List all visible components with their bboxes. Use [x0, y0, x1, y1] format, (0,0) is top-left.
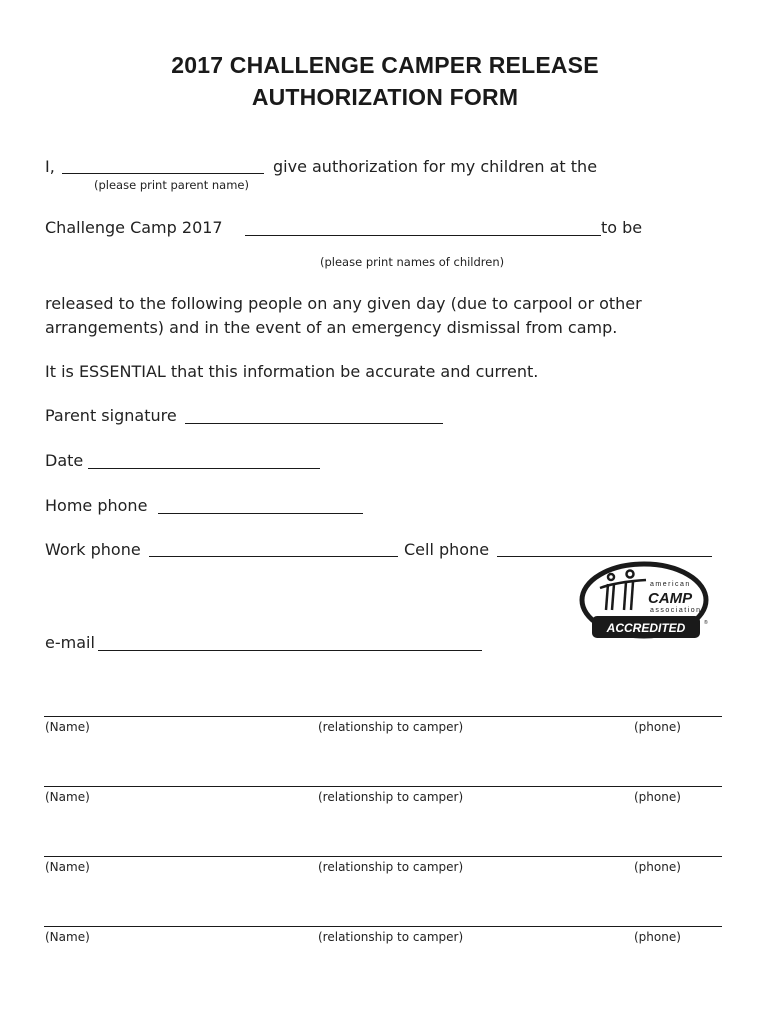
- cell-phone-field[interactable]: [497, 556, 712, 557]
- contact-relationship-caption: (relationship to camper): [318, 860, 464, 874]
- contact-name-caption: (Name): [45, 930, 90, 944]
- date-field[interactable]: [88, 468, 320, 469]
- aca-accredited-logo: [576, 560, 716, 650]
- contact-phone-caption: (phone): [634, 930, 681, 944]
- campers-figure-icon: [600, 571, 646, 611]
- contact-row-line[interactable]: [44, 856, 722, 857]
- email-field[interactable]: [98, 650, 482, 651]
- work-phone-field[interactable]: [149, 556, 398, 557]
- release-paragraph-line1: released to the following people on any given day (due to carpool or other: [45, 294, 642, 313]
- home-phone-label: Home phone: [45, 496, 148, 515]
- contact-phone-caption: (phone): [634, 860, 681, 874]
- date-label: Date: [45, 451, 84, 470]
- logo-sub-text: association: [650, 607, 702, 614]
- essential-notice: It is ESSENTIAL that this information be accurate and current.: [45, 362, 539, 381]
- contact-row-line[interactable]: [44, 786, 722, 787]
- children-caption: (please print names of children): [320, 255, 505, 269]
- parent-signature-field[interactable]: [185, 423, 443, 424]
- form-title-line2: AUTHORIZATION FORM: [251, 84, 519, 110]
- logo-badge-text: ACCREDITED: [606, 621, 686, 635]
- form-title-line1: 2017 CHALLENGE CAMPER RELEASE: [171, 52, 599, 78]
- cell-phone-label: Cell phone: [404, 540, 490, 559]
- contact-phone-caption: (phone): [634, 720, 681, 734]
- contact-relationship-caption: (relationship to camper): [318, 930, 464, 944]
- to-be-text: to be: [601, 218, 643, 237]
- work-phone-label: Work phone: [45, 540, 141, 559]
- contact-name-caption: (Name): [45, 860, 90, 874]
- intro-prefix: I,: [45, 157, 55, 176]
- logo-top-text: american: [650, 581, 691, 588]
- parent-name-caption: (please print parent name): [94, 178, 249, 192]
- email-label: e-mail: [45, 633, 95, 652]
- release-paragraph-line2: arrangements) and in the event of an emergency dismissal from camp.: [45, 318, 618, 337]
- contact-phone-caption: (phone): [634, 790, 681, 804]
- contact-row-line[interactable]: [44, 716, 722, 717]
- children-names-field[interactable]: [245, 235, 601, 236]
- authorization-text: give authorization for my children at the: [273, 157, 598, 176]
- parent-signature-label: Parent signature: [45, 406, 177, 425]
- logo-registered-mark: ®: [704, 620, 708, 626]
- contact-relationship-caption: (relationship to camper): [318, 790, 464, 804]
- contact-relationship-caption: (relationship to camper): [318, 720, 464, 734]
- parent-name-field[interactable]: [62, 173, 264, 174]
- home-phone-field[interactable]: [158, 513, 363, 514]
- contact-row-line[interactable]: [44, 926, 722, 927]
- contact-name-caption: (Name): [45, 720, 90, 734]
- camp-label: Challenge Camp 2017: [45, 218, 223, 237]
- contact-name-caption: (Name): [45, 790, 90, 804]
- logo-main-text: CAMP: [648, 590, 693, 607]
